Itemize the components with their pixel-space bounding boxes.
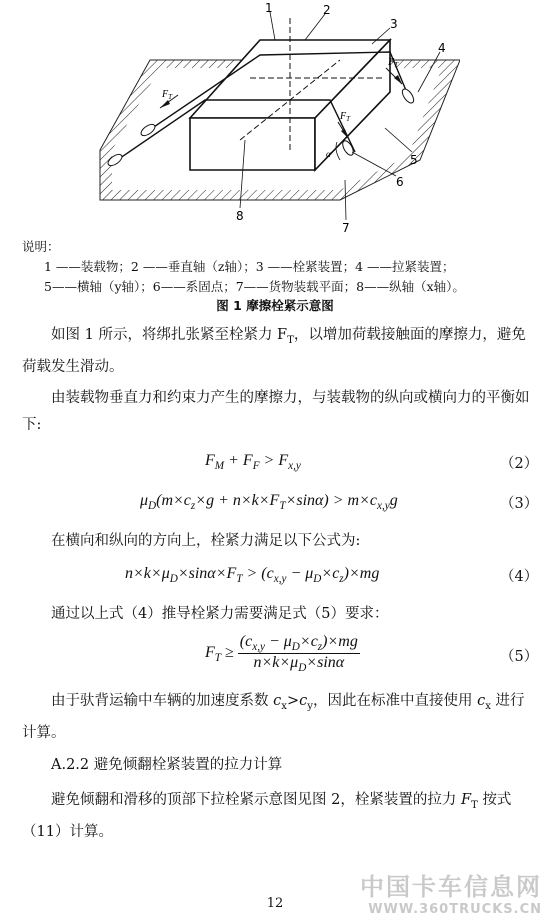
callout-8: 8	[236, 209, 244, 223]
equation-3-number: （3）	[500, 496, 539, 512]
callout-7: 7	[342, 221, 350, 235]
callout-6: 6	[396, 175, 404, 189]
legend-line-1: 1 ——装载物；2 ——垂直轴（z轴）；3 ——栓紧装置；4 ——拉紧装置；	[44, 259, 455, 274]
force-label-right: $F_T$	[388, 57, 399, 69]
callout-4: 4	[438, 41, 446, 55]
figure-caption: 图 1 摩擦栓紧示意图	[216, 298, 334, 313]
paragraph-1: 如图 1 所示，将绑扎张紧至栓紧力 $F_T$，以增加荷载接触面的摩擦力，避免荷载发生滑动。	[22, 327, 526, 375]
watermark	[360, 867, 542, 917]
watermark-url: WWW.360TRUCKS.CN	[368, 902, 542, 917]
paragraph-5: 由于驮背运输中车辆的加速度系数 $c_x>c_y$，因此在标准中直接使用 $c_x$ 进行计算。	[22, 693, 525, 741]
equation-5-number: （5）	[500, 649, 539, 665]
equation-4-number: （4）	[500, 569, 539, 585]
paragraph-3: 在横向和纵向的方向上，栓紧力满足以下公式为:	[51, 533, 361, 549]
force-label-left: $F_T$	[162, 89, 173, 101]
equation-4: $n\times k\times\mu_D\times\sin\alpha\times F_T > (c_{x,y} - \mu_D\times c_z)\times mg$	[125, 565, 380, 586]
section-heading: A.2.2 避免倾翻栓紧装置的拉力计算	[51, 757, 283, 773]
angle-alpha-label: α	[326, 149, 331, 159]
callout-1: 1	[265, 1, 273, 15]
cargo-front	[190, 118, 315, 170]
legend-line-2: 5——横轴（y轴）；6——系固点；7——货物装载平面；8——纵轴（x轴）。	[44, 279, 465, 294]
force-label-front: $F_T$	[340, 111, 351, 123]
paragraph-4: 通过以上式（4）推导栓紧力需要满足式（5）要求：	[51, 606, 389, 622]
callout-5: 5	[410, 153, 418, 167]
paragraph-2: 由装载物垂直力和约束力产生的摩擦力，与装载物的纵向或横向力的平衡如下:	[22, 390, 530, 433]
equation-2: $F_M + F_F > F_{x,y}$	[205, 452, 301, 473]
callout-2: 2	[323, 3, 331, 17]
watermark-title: 中国卡车信息网	[360, 873, 542, 901]
equation-2-number: （2）	[500, 456, 539, 472]
equation-5: $F_T$ ≥ $\frac{(c_{x,y} - \mu_D\times c_z)\times mg}{n\times k\times\mu_D\times\sin\alpha}$	[205, 633, 358, 675]
legend-heading: 说明：	[22, 239, 60, 254]
page-number: 12	[266, 896, 284, 911]
callout-3: 3	[390, 17, 398, 31]
equation-3: $\mu_D(m\times c_z\times g + n\times k\times F_T\times\sin\alpha) > m\times c_{x,y}g$	[140, 492, 398, 513]
friction-lashing-diagram	[90, 0, 460, 250]
paragraph-6: 避免倾翻和滑移的顶部下拉栓紧示意图见图 2，栓紧装置的拉力 $F_T$ 按式（11）计算。	[22, 792, 512, 840]
